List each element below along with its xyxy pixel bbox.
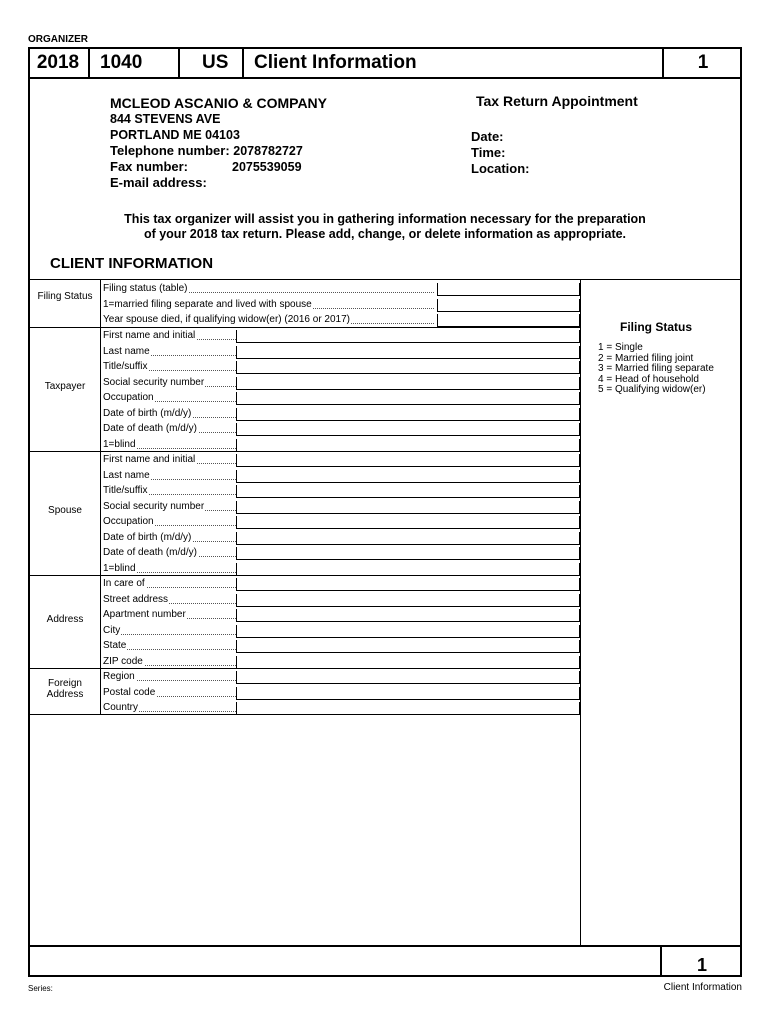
field-label [103, 421, 236, 437]
leader-dots [103, 634, 236, 635]
field-label-text: Occupation [103, 516, 154, 527]
field-label-text: In care of [103, 578, 145, 589]
input-field[interactable] [236, 330, 580, 343]
legend-title: Filing Status [620, 320, 692, 334]
series-label: Series: [28, 984, 53, 993]
form-header [28, 47, 742, 79]
legend-list [598, 343, 714, 396]
appointment-time-label: Time: [471, 145, 506, 160]
field-label [103, 530, 236, 546]
header-page-number: 1 [662, 47, 742, 77]
input-field[interactable] [437, 283, 580, 296]
input-field[interactable] [236, 640, 580, 653]
field-label-text: Apartment number [103, 609, 186, 620]
field-label-text: 1=blind [103, 562, 136, 574]
header-year: 2018 [28, 47, 90, 77]
header-country: US [180, 47, 244, 77]
input-field[interactable] [236, 532, 580, 545]
input-field[interactable] [236, 423, 580, 436]
field-label-text: Date of death (m/d/y) [103, 423, 197, 434]
field-label [103, 312, 434, 328]
input-field[interactable] [236, 439, 580, 452]
field-label-text: State [103, 640, 127, 651]
field-label-text: Last name [103, 345, 150, 357]
field-label-text: Street address [103, 593, 169, 605]
firm-city: PORTLAND ME 04103 [110, 128, 240, 142]
legend-item: 1 = Single [598, 342, 643, 353]
input-field[interactable] [236, 671, 580, 684]
field-label [103, 452, 236, 468]
telephone-value: 2078782727 [233, 144, 303, 158]
input-field[interactable] [437, 299, 580, 312]
section-label-foreign-address: Foreign Address [46, 678, 84, 700]
appointment-block [471, 129, 530, 177]
appointment-title: Tax Return Appointment [476, 93, 638, 109]
field-label [103, 561, 236, 577]
intro-line-1: This tax organizer will assist you in gathering information necessary for the preparation [124, 212, 646, 226]
field-label [103, 468, 236, 484]
field-label [103, 623, 236, 639]
input-field[interactable] [437, 314, 580, 327]
organizer-label: ORGANIZER [28, 34, 88, 45]
input-field[interactable] [236, 702, 580, 715]
field-label-text: 1=married filing separate and lived with spouse [103, 298, 312, 310]
input-field[interactable] [236, 625, 580, 638]
field-label-text: Date of birth (m/d/y) [103, 531, 192, 543]
input-field[interactable] [236, 594, 580, 607]
field-label-text: 1=blind [103, 438, 136, 450]
footer-right-label: Client Information [663, 982, 742, 993]
firm-name: MCLEOD ASCANIO & COMPANY [110, 95, 327, 111]
field-label [103, 545, 236, 561]
intro-text [60, 212, 710, 241]
field-label-text: Country [103, 702, 139, 713]
field-label [103, 592, 236, 608]
field-label-text: Date of birth (m/d/y) [103, 407, 192, 419]
field-label-text: ZIP code [103, 655, 143, 667]
section-divider [29, 279, 741, 280]
field-label-text: Title/suffix [103, 485, 148, 496]
legend-item: 3 = Married filing separate [598, 363, 714, 374]
field-label [103, 344, 236, 360]
section-label-taxpayer: Taxpayer [44, 381, 86, 392]
input-field[interactable] [236, 454, 580, 467]
field-label [103, 328, 236, 344]
field-label-text: First name and initial [103, 454, 196, 465]
input-field[interactable] [236, 516, 580, 529]
field-label [103, 669, 236, 685]
telephone-label: Telephone number: [110, 143, 230, 158]
field-label-text: Date of death (m/d/y) [103, 547, 197, 558]
section-label-address: Address [46, 614, 84, 625]
input-field[interactable] [236, 392, 580, 405]
field-label-text: City [103, 624, 121, 636]
header-form: 1040 [90, 47, 180, 77]
field-label [103, 359, 236, 375]
input-field[interactable] [236, 547, 580, 560]
section-label-spouse: Spouse [48, 505, 82, 516]
field-label-text: Title/suffix [103, 361, 148, 372]
field-label-text: First name and initial [103, 330, 196, 341]
input-field[interactable] [236, 377, 580, 390]
fax-label: Fax number: [110, 159, 189, 174]
input-field[interactable] [236, 408, 580, 421]
firm-block [110, 95, 327, 191]
field-label [103, 281, 434, 297]
appointment-date-label: Date: [471, 129, 504, 144]
legend-column-divider [580, 279, 581, 945]
field-label-text: Filing status (table) [103, 283, 188, 294]
field-label-text: Region [103, 671, 135, 682]
field-label-text: Year spouse died, if qualifying widow(er) (2016 or 2017) [103, 314, 350, 325]
field-label-text: Last name [103, 469, 150, 481]
field-label-text: Social security number [103, 376, 205, 388]
section-label-filing-status: Filing Status [37, 291, 93, 302]
input-field[interactable] [236, 485, 580, 498]
legend-item: 2 = Married filing joint [598, 352, 694, 364]
field-label [103, 685, 236, 701]
field-label-text: Social security number [103, 500, 205, 512]
firm-street: 844 STEVENS AVE [110, 112, 221, 126]
input-field[interactable] [236, 656, 580, 669]
field-label [103, 390, 236, 406]
field-label [103, 576, 236, 592]
appointment-location-label: Location: [471, 161, 530, 176]
field-label [103, 638, 236, 654]
field-label [103, 654, 236, 670]
footer-page-number: 1 [660, 945, 742, 977]
field-label [103, 499, 236, 515]
input-field[interactable] [236, 687, 580, 700]
field-label [103, 607, 236, 623]
input-field[interactable] [236, 501, 580, 514]
input-field[interactable] [236, 609, 580, 622]
legend-item: 4 = Head of household [598, 373, 699, 385]
email-label: E-mail address: [110, 175, 207, 190]
input-field[interactable] [236, 361, 580, 374]
fax-value: 2075539059 [232, 160, 302, 174]
field-label [103, 483, 236, 499]
field-label [103, 406, 236, 422]
field-label [103, 375, 236, 391]
legend-item: 5 = Qualifying widow(er) [598, 384, 706, 395]
footer-line [28, 945, 660, 947]
input-field[interactable] [236, 563, 580, 576]
input-field[interactable] [236, 346, 580, 359]
field-label [103, 514, 236, 530]
field-label [103, 700, 236, 716]
field-label-text: Occupation [103, 392, 154, 403]
intro-line-2: of your 2018 tax return. Please add, change, or delete information as appropriate. [143, 226, 627, 241]
input-field[interactable] [236, 578, 580, 591]
input-field[interactable] [236, 470, 580, 483]
section-title: CLIENT INFORMATION [50, 255, 214, 272]
header-title: Client Information [254, 52, 417, 73]
label-column-divider [100, 279, 101, 714]
field-label [103, 297, 434, 313]
field-label-text: Postal code [103, 686, 156, 698]
field-label [103, 437, 236, 453]
